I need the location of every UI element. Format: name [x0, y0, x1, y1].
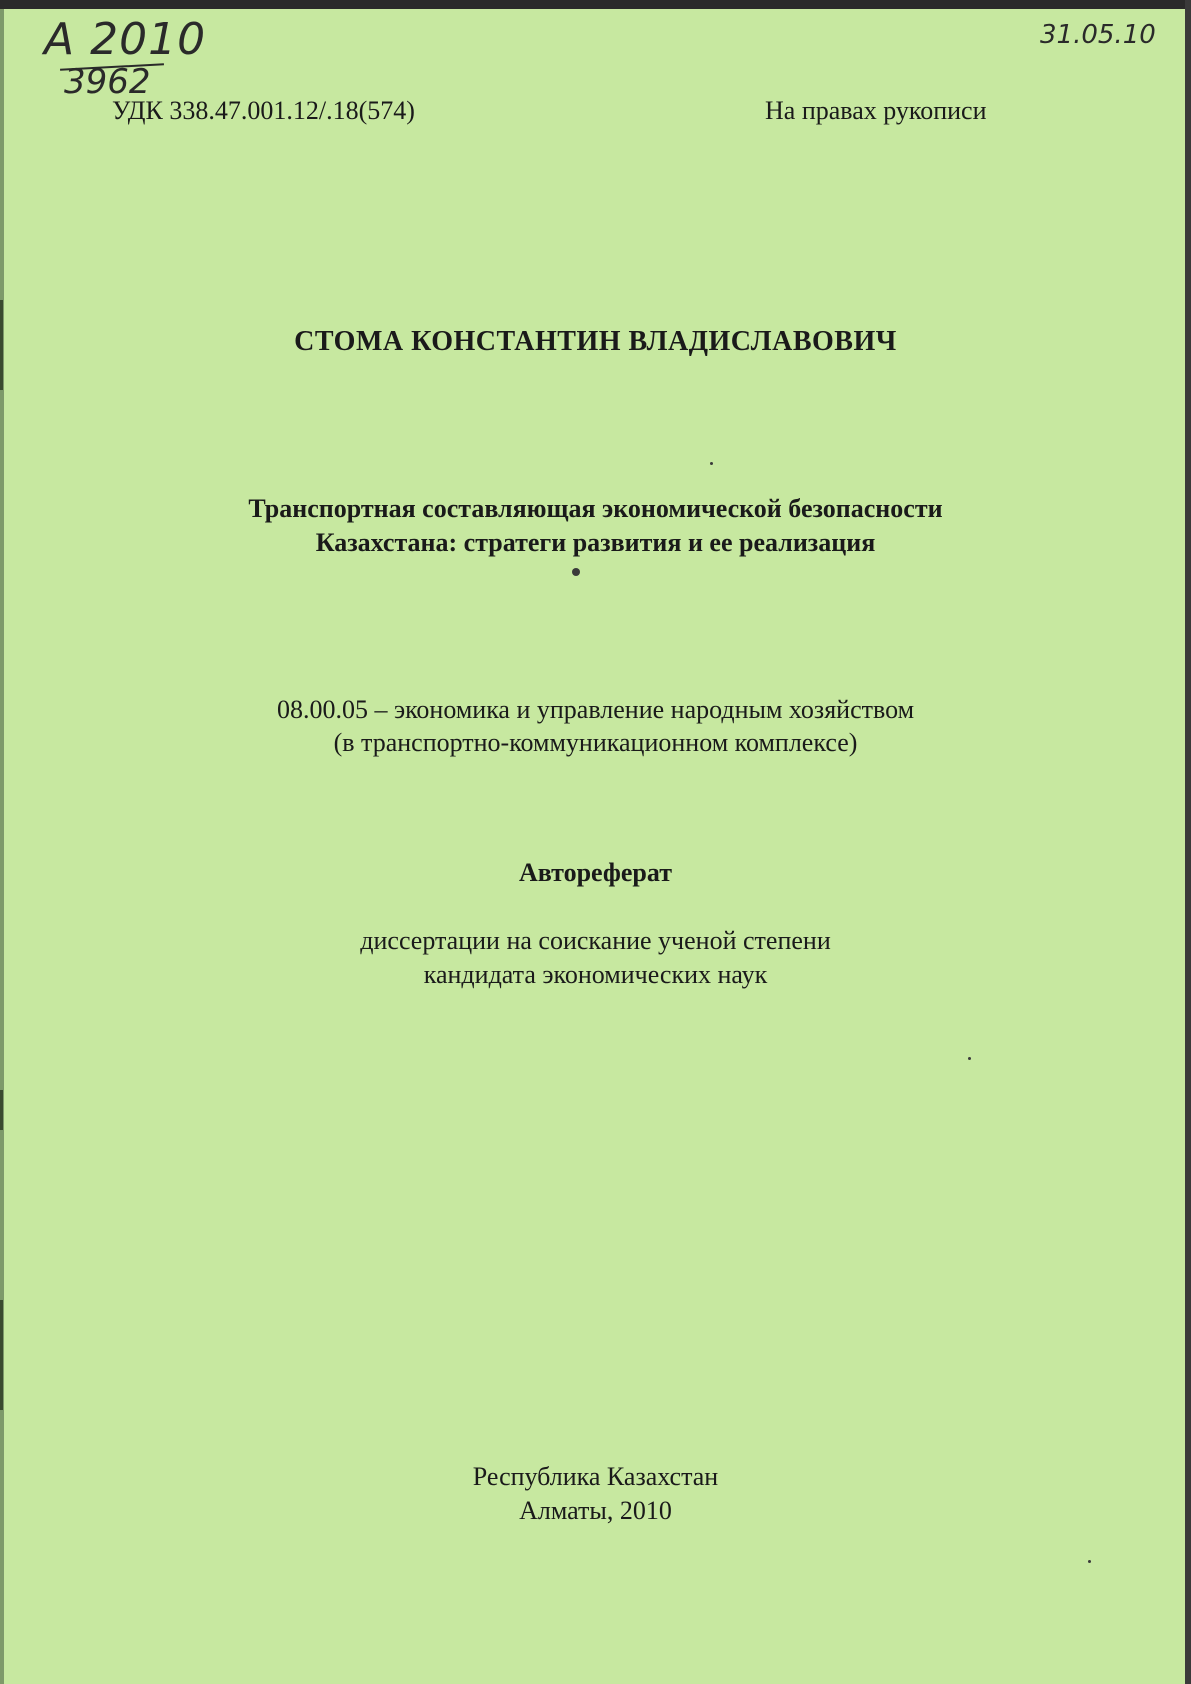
scan-right-edge	[1185, 0, 1191, 1684]
specialty-line-1: 08.00.05 – экономика и управление народным хозяйством	[276, 695, 915, 724]
udk-code: УДК 338.47.001.12/.18(574)	[112, 96, 415, 125]
handwritten-inventory-sub: 3962	[64, 62, 151, 102]
rights-notice: На правах рукописи	[765, 96, 987, 125]
scan-left-edge	[0, 9, 4, 1684]
scan-speck	[1088, 1560, 1091, 1563]
document-type: Автореферат	[518, 858, 672, 887]
scan-speck	[968, 1057, 971, 1060]
imprint-country: Республика Казахстан	[472, 1462, 719, 1491]
specialty-line-2: (в транспортно-коммуникационном комплексе)	[333, 728, 858, 757]
binding-mark	[0, 1300, 3, 1410]
binding-mark	[0, 1090, 3, 1130]
imprint-city-year: Алматы, 2010	[519, 1496, 672, 1525]
handwritten-date: 31.05.10	[1040, 20, 1156, 50]
degree-line-1: диссертации на соискание ученой степени	[360, 926, 831, 955]
scan-speck	[710, 462, 713, 465]
scan-top-edge	[0, 0, 1191, 9]
degree-line-2: кандидата экономических наук	[423, 960, 768, 989]
title-line-1: Транспортная составляющая экономической безопасности	[248, 494, 943, 523]
scan-speck	[572, 568, 580, 576]
handwritten-inventory-number: A 2010	[44, 14, 207, 65]
title-line-2: Казахстана: стратеги развития и ее реализация	[315, 528, 876, 557]
author-name: СТОМА КОНСТАНТИН ВЛАДИСЛАВОВИЧ	[294, 326, 897, 357]
